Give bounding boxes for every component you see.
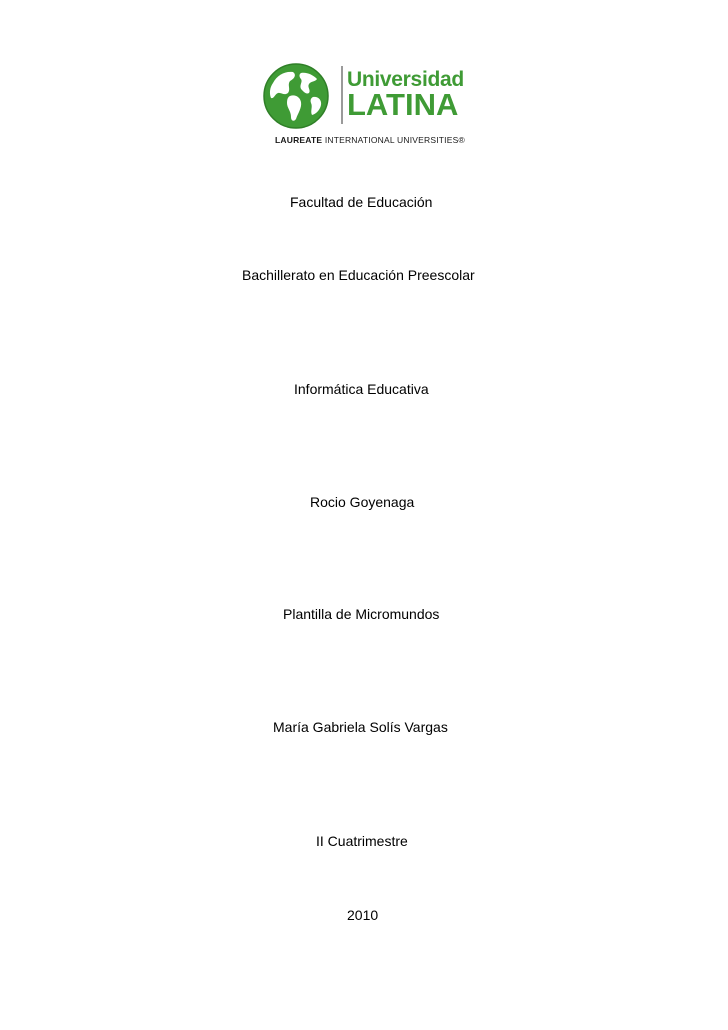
globe-icon [263, 63, 329, 129]
term-text: II Cuatrimestre [316, 833, 408, 849]
student-text: María Gabriela Solís Vargas [273, 719, 448, 735]
course-text: Informática Educativa [294, 381, 429, 397]
faculty-text: Facultad de Educación [290, 194, 433, 210]
logo-tagline [275, 135, 465, 145]
logo-tagline-bold: LAUREATE [275, 135, 323, 145]
logo-name-line2: LATINA [347, 87, 459, 122]
university-logo [263, 60, 473, 150]
professor-text: Rocio Goyenaga [310, 494, 415, 510]
assignment-text: Plantilla de Micromundos [283, 606, 440, 622]
degree-text: Bachillerato en Educación Preescolar [242, 267, 475, 283]
logo-tagline-rest: INTERNATIONAL UNIVERSITIES® [324, 135, 465, 145]
logo-name-line1: Universidad [347, 68, 464, 91]
year-text: 2010 [347, 907, 379, 923]
logo-divider [341, 66, 343, 124]
